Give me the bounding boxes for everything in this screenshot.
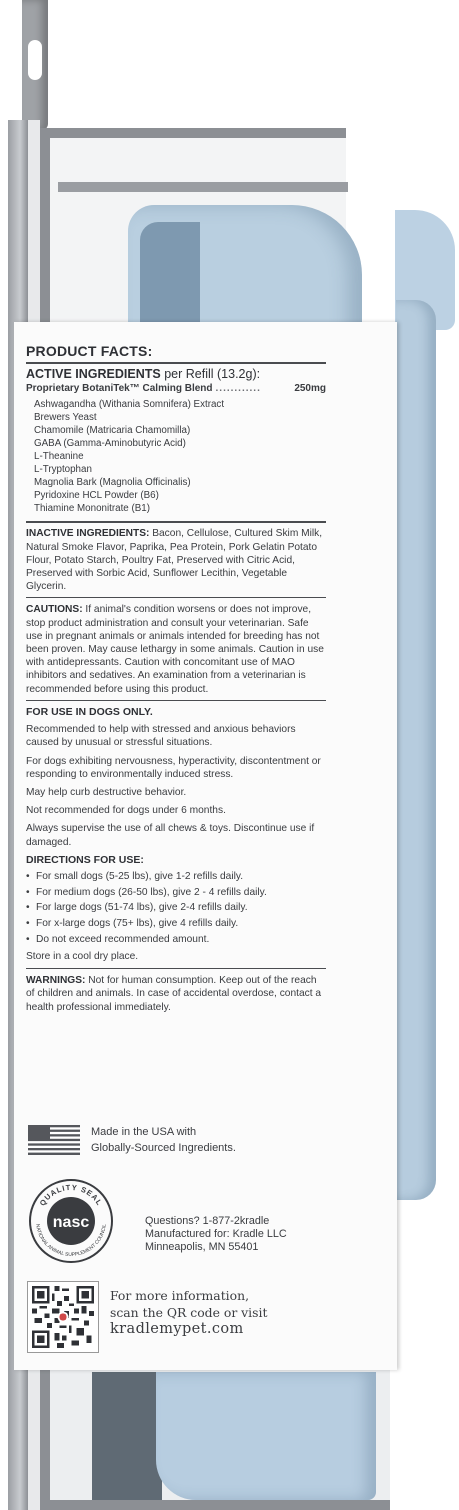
blend-dots: ............ [215,383,261,395]
hanger-hole [28,40,42,80]
manufactured-for: Manufactured for: Kradle LLC [145,1228,287,1241]
questions-phone: Questions? 1-877-2kradle [145,1215,270,1227]
active-ingredients-heading [26,368,326,381]
seal-top-text: QUALITY SEAL [37,1182,105,1208]
divider [26,700,326,701]
chew-toy-side [396,300,436,1200]
more-info-text [110,1287,267,1338]
hanger-tab [22,0,48,130]
use-title: FOR USE IN DOGS ONLY. [26,705,153,718]
ingredient-item: Pyridoxine HCL Powder (B6) [34,490,159,502]
active-label: ACTIVE INGREDIENTS [26,367,161,382]
us-flag-icon [28,1125,80,1155]
inactive-text: Bacon, Cellulose, Cultured Skim Milk, Natural Smoke Flavor, Paprika, Pea Protein, Pork Gelatin Potato Flour, Potato Starch, Poultry Fat, Preserved with Citric Acid, Preserved with Sorbic Acid, Sunflower Lecithin, Vegetable Glycerin. [26,528,323,593]
inactive-ingredients [26,527,326,593]
made-in-usa-text [91,1124,236,1156]
chew-bottom-shadow [92,1372,162,1500]
seal-mid-text: nasc [52,1214,90,1231]
nasc-quality-seal-icon [28,1178,114,1264]
divider [26,597,326,598]
more-line-1: For more information, [110,1288,250,1303]
ingredient-item: Brewers Yeast [34,411,97,423]
made-line-1: Made in the USA with [91,1126,197,1138]
use-line: Recommended to help with stressed and anxious behaviors caused by unusual or stressful situations. [26,724,296,749]
direction-item: • For x-large dogs (75+ lbs), give 4 refills daily. [26,917,326,930]
more-line-2: scan the QR code or visit [110,1305,268,1320]
use-line: Always supervise the use of all chews & toys. Discontinue use if damaged. [26,823,315,848]
ingredient-item: Ashwagandha (Withania Somnifera) Extract [34,398,225,410]
cautions [26,603,326,695]
warnings [26,974,326,1014]
divider [26,968,326,969]
direction-item: • Do not exceed recommended amount. [26,933,326,946]
tray-rail [58,182,348,192]
calming-blend-row [26,382,326,395]
contact-info [145,1215,287,1255]
divider [26,521,326,523]
ingredient-item: Chamomile (Matricaria Chamomilla) [34,424,191,436]
city-address: Minneapolis, MN 55401 [145,1241,259,1254]
ingredient-item: Thiamine Mononitrate (B1) [34,503,150,515]
blend-name: Proprietary BotaniTek™ Calming Blend [26,383,213,395]
direction-item: • For large dogs (51-74 lbs), give 2-4 refills daily. [26,901,326,914]
blend-amount: 250mg [294,383,326,395]
ingredient-item: Magnolia Bark (Magnolia Officinalis) [34,477,191,489]
ingredient-item: L-Tryptophan [34,464,92,476]
ingredient-item: GABA (Gamma-Aminobutyric Acid) [34,437,186,449]
qr-code-icon[interactable] [28,1282,98,1352]
active-suffix: per Refill (13.2g): [160,367,261,382]
chew-toy-bottom [156,1372,376,1500]
directions-title: DIRECTIONS FOR USE: [26,853,144,866]
warnings-label: WARNINGS: [26,975,86,987]
inactive-label: INACTIVE INGREDIENTS: [26,528,150,540]
direction-item: • For small dogs (5-25 lbs), give 1-2 refills daily. [26,870,326,883]
use-line: For dogs exhibiting nervousness, hyperactivity, discontentment or responding to environmentally induced stress. [26,755,321,780]
product-label [14,322,397,1370]
seal-bottom-text: NATIONAL ANIMAL SUPPLEMENT COUNCIL [34,1223,108,1259]
direction-item: • For medium dogs (26-50 lbs), give 2 - 4 refills daily. [26,886,326,899]
label-content [26,345,326,1016]
product-facts-title: PRODUCT FACTS: [26,343,153,359]
use-line: Not recommended for dogs under 6 months. [26,805,226,817]
ingredient-item: L-Theanine [34,450,84,462]
divider [26,362,326,364]
storage-note: Store in a cool dry place. [26,950,139,962]
cautions-label: CAUTIONS: [26,604,83,616]
made-line-2: Globally-Sourced Ingredients. [91,1142,236,1154]
website-link[interactable]: kradlemypet.com [110,1321,244,1337]
ingredient-list [26,398,326,516]
cautions-text: If animal's condition worsens or does not improve, stop product administration and consult your veterinarian. Safe use in pregnant animals or animals intended for breeding has not been proven. May cause lethargy in some animals. Caution in use with antidepressants. Caution with concomitant use of MAO inhibitors and sedatives. An examination from a veterinarian is recommended before using this product. [26,604,324,695]
warnings-text: Not for human consumption. Keep out of the reach of children and animals. In case of accidental overdose, contact a health professional immediately. [26,975,322,1013]
use-line: May help curb destructive behavior. [26,786,187,798]
